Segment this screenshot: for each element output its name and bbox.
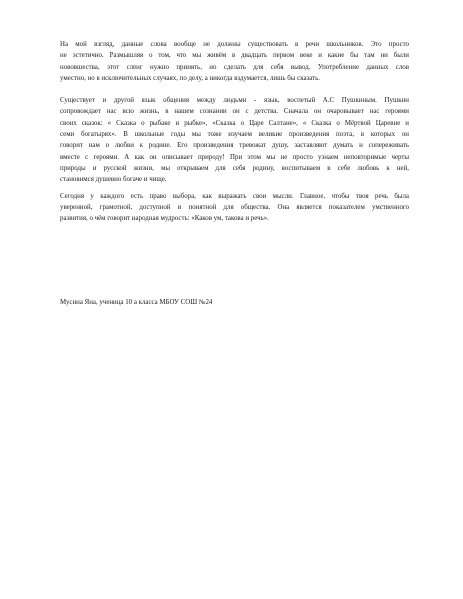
- document-body: [60, 39, 409, 224]
- paragraph-3: [60, 191, 409, 225]
- paragraph-2: [60, 95, 409, 185]
- text-line: говорит нам о любви к родине. Его произведения тревожат душу, заставляют думать и сопереживать: [60, 142, 409, 150]
- text-line: развития, о чём говорит народная мудрость: «Каков ум, такова и речь».: [60, 215, 269, 223]
- author-signature: Мусина Яна, ученица 10 а класса МБОУ СОШ №24: [60, 299, 213, 306]
- text-line: семи богатырях». В школьные годы мы тоже изучаем великие произведения поэта, в которых он: [60, 131, 409, 139]
- text-line: природы и русской жизни, мы открываем для себя родину, воспитываем в себе любовь к ней,: [60, 164, 409, 172]
- text-line: На мой взгляд, данные слова вообще не должны существовать в речи школьников. Это просто: [60, 41, 409, 48]
- text-line: уверенной, грамотной, доступной и понятной для общества. Она является показателем умственного: [60, 203, 409, 211]
- text-line: вместе с героями. А как он описывает природу! При этом мы не просто узнаем неповторимые черты: [60, 153, 409, 161]
- text-line: Сегодня у каждого есть право выбора, как выражать свои мысли. Главное, чтобы твоя речь была: [60, 192, 409, 200]
- text-line: уместно, но в исключительных случаях, по делу, а никогда вздумается, лишь бы сказать.: [60, 74, 320, 82]
- text-line: своих сказок: « Сказка о рыбаке и рыбке», «Сказка о Царе Салтане», « Сказка о Мёртвой Царевне и: [60, 119, 409, 127]
- text-line: Существует и другой язык общения между людьми - язык, воспетый А.С Пушкиным. Пушкин: [60, 97, 409, 105]
- text-line: не эстетично. Размышляя о том, что мы живём в двадцать первом веке и какие бы там ни были: [60, 52, 409, 60]
- text-line: становимся душевно богаче и чище.: [60, 176, 167, 184]
- text-line: сопровождает нас всю жизнь, в нашем сознании он с детства. Сначала он очаровывает нас героями: [60, 108, 409, 116]
- paragraph-1: [60, 39, 409, 84]
- text-line: нововшества, этот сленг нужно принять, но сделать для себя вывод. Употребление данных слов: [60, 63, 409, 71]
